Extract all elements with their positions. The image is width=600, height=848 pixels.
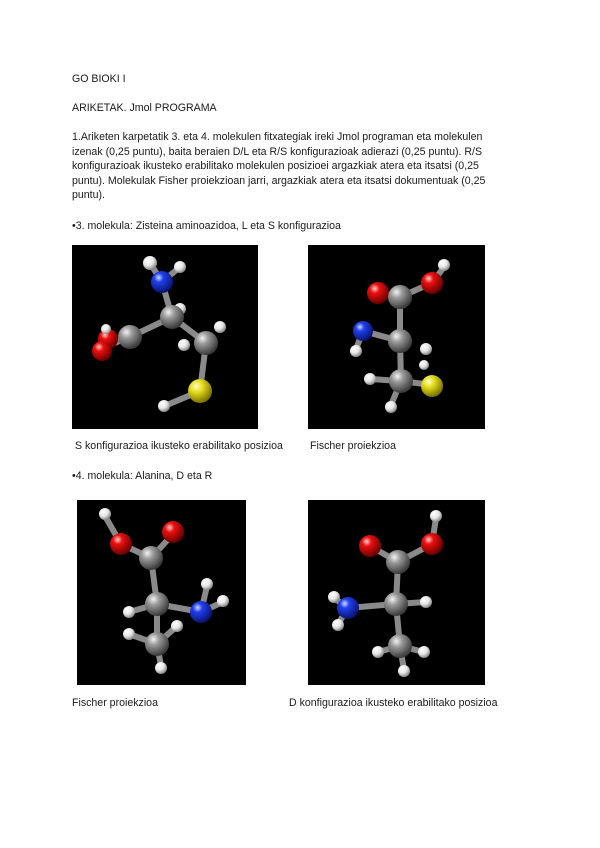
section4-caption-right: D konfigurazioa ikusteko erabilitako posizioa (289, 697, 498, 709)
section4-heading: •4. molekula: Alanina, D eta R (72, 470, 213, 482)
section3-caption-left: S konfigurazioa ikusteko erabilitako posizioa (75, 440, 283, 452)
document-subheader: ARIKETAK. Jmol PROGRAMA (72, 102, 217, 114)
alanine-fischer-projection-image (77, 500, 246, 685)
paragraph-line: 1.Ariketen karpetatik 3. eta 4. molekulen fitxategiak ireki Jmol programan eta molekulen (72, 131, 483, 143)
paragraph-line: puntu). (72, 189, 105, 202)
paragraph-line: izenak (0,25 puntu), baita beraien D/L eta R/S konfigurazioak adierazi (0,25 puntu). R/S (72, 145, 483, 158)
document-header: GO BIOKI I (72, 73, 126, 85)
section3-caption-right: Fischer proiekzioa (310, 440, 396, 452)
cysteine-fischer-projection-image (308, 245, 485, 429)
alanine-d-configuration-image (308, 500, 485, 685)
paragraph-line: konfigurazioak ikusteko erabilitako molekulen posizioei argazkiak atera eta itsatsi (0,25 (72, 160, 479, 173)
section4-caption-left: Fischer proiekzioa (72, 697, 158, 709)
section3-heading: •3. molekula: Zisteina aminoazidoa, L eta S konfigurazioa (72, 220, 341, 232)
cysteine-s-configuration-image (72, 245, 258, 429)
instructions-paragraph (72, 130, 532, 203)
paragraph-line: puntu). Molekulak Fisher proiekzioan jarri, argazkiak atera eta itsatsi dokumentuak (0,25 (72, 174, 486, 187)
